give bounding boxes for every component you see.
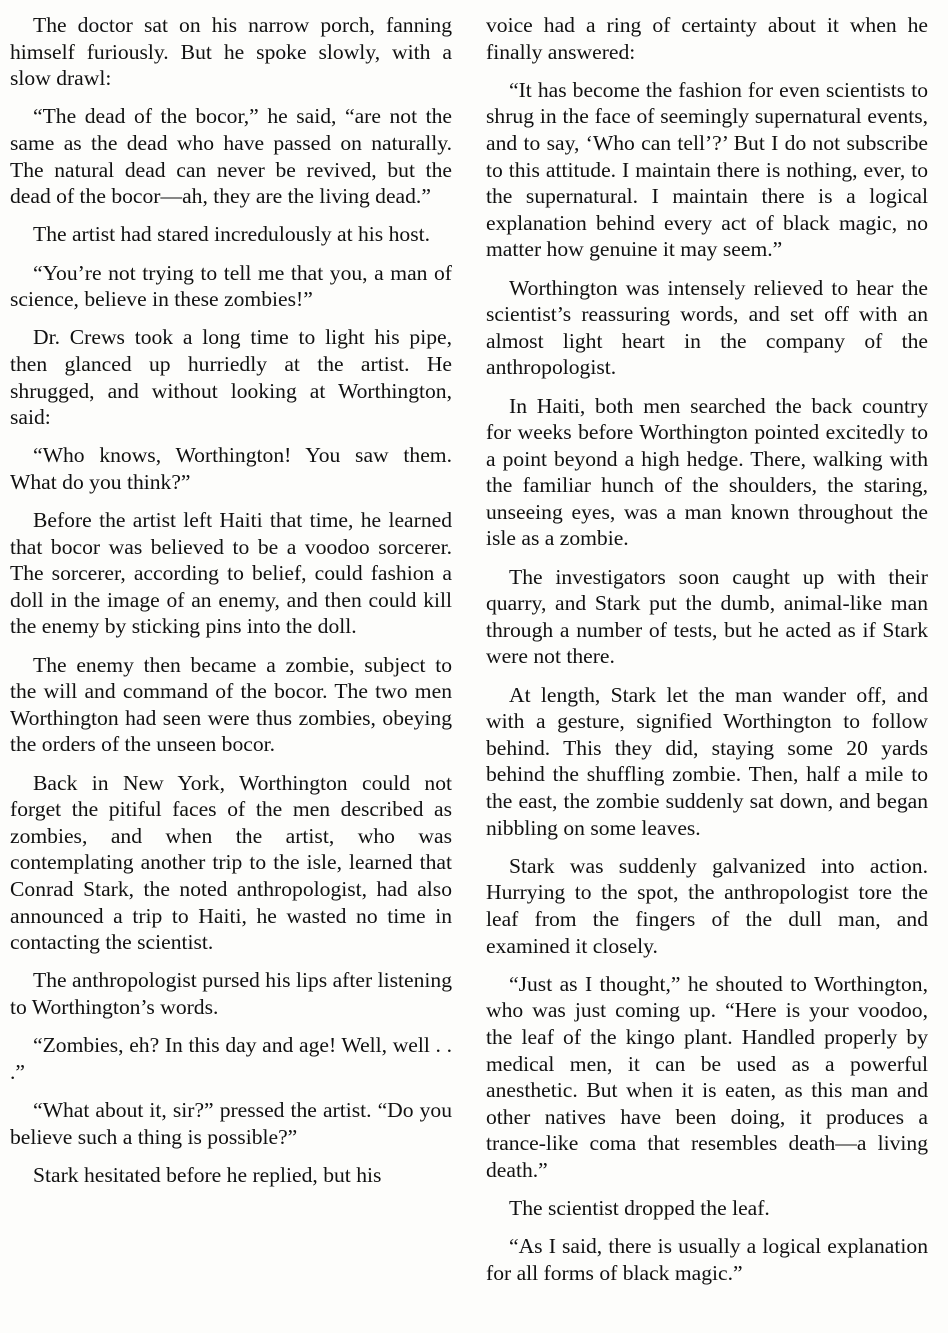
paragraph: Stark was suddenly galvanized into action. Hurrying to the spot, the anthropologist tore the leaf from the fingers of the dull man, and examined it closely. <box>486 853 928 958</box>
paragraph: The artist had stared incredulously at his host. <box>33 222 430 247</box>
paragraph: Stark hesitated before he replied, but his <box>33 1162 382 1187</box>
paragraph: Worthington was intensely relieved to hear the scientist’s reassuring words, and set off with an almost light heart in the company of the anthropologist. <box>486 275 928 380</box>
paragraph: “You’re not trying to tell me that you, a man of science, believe in these zombies!” <box>10 260 452 312</box>
paragraph: “Zombies, eh? In this day and age! Well, well . . .” <box>10 1033 452 1084</box>
paragraph: In Haiti, both men searched the back country for weeks before Worthington pointed excitedly to a point beyond a high hedge. There, walking with the familiar hunch of the shoulders, the staring, unseeing eyes, was a man known throughout the isle as a zombie. <box>486 393 928 551</box>
paragraph: “The dead of the bocor,” he said, “are not the same as the dead who have passed on naturally. The natural dead can never be revived, but the dead of the bocor—ah, they are the living dead.” <box>10 104 452 209</box>
paragraph-continued: voice had a ring of certainty about it when he finally answered: <box>486 13 928 64</box>
paragraph: “Who knows, Worthington! You saw them. What do you think?” <box>10 443 452 494</box>
paragraph: Back in New York, Worthington could not forget the pitiful faces of the men described as zombies, and when the artist, who was contemplating another trip to the isle, learned that Conrad Stark, the noted anthropologist, had also announced a trip to Haiti, he wasted no time in contacting the scientist. <box>10 770 452 955</box>
paragraph: The enemy then became a zombie, subject to the will and command of the bocor. The two men Worthington had seen were thus zombies, obeying the orders of the unseen bocor. <box>10 652 452 757</box>
paragraph: Before the artist left Haiti that time, he learned that bocor was believed to be a voodoo sorcerer. The sorcerer, according to belief, could fashion a doll in the image of an enemy, and then could kill the enemy by sticking pins into the doll. <box>10 508 452 639</box>
paragraph: “What about it, sir?” pressed the artist. “Do you believe such a thing is possible?” <box>10 1097 452 1149</box>
paragraph: Dr. Crews took a long time to light his pipe, then glanced up hurriedly at the artist. He shrugged, and without looking at Worthington, said: <box>10 325 452 430</box>
paragraph: “Just as I thought,” he shouted to Worthington, who was just coming up. “Here is your voodoo, the leaf of the kingo plant. Handled properly by medical men, it can be used as a powerful anesthetic. But when it is eaten, as this man and other natives have been doing, it produces a trance-like coma that resembles death—a living death.” <box>486 971 928 1182</box>
text-column-left <box>10 12 452 1188</box>
paragraph: The scientist dropped the leaf. <box>509 1196 770 1221</box>
paragraph: The anthropologist pursed his lips after listening to Worthington’s words. <box>10 968 452 1019</box>
paragraph: “As I said, there is usually a logical explanation for all forms of black magic.” <box>486 1234 928 1285</box>
text-column-right <box>486 12 928 1286</box>
paragraph: At length, Stark let the man wander off, and with a gesture, signified Worthington to follow behind. This they did, staying some 20 yards behind the shuffling zombie. Then, half a mile to the east, the zombie suddenly sat down, and began nibbling on some leaves. <box>486 682 928 840</box>
paragraph: “It has become the fashion for even scientists to shrug in the face of seemingly supernatural events, and to say, ‘Who can tell’?’ But I do not subscribe to this attitude. I maintain there is nothing, ever, to the supernatural. I maintain there is a logical explanation behind every act of black magic, no matter how genuine it may seem.” <box>486 77 928 262</box>
paragraph: The doctor sat on his narrow porch, fanning himself furiously. But he spoke slowly, with a slow drawl: <box>10 13 452 91</box>
paragraph: The investigators soon caught up with their quarry, and Stark put the dumb, animal-like man through a number of tests, but he acted as if Stark were not there. <box>486 564 928 669</box>
